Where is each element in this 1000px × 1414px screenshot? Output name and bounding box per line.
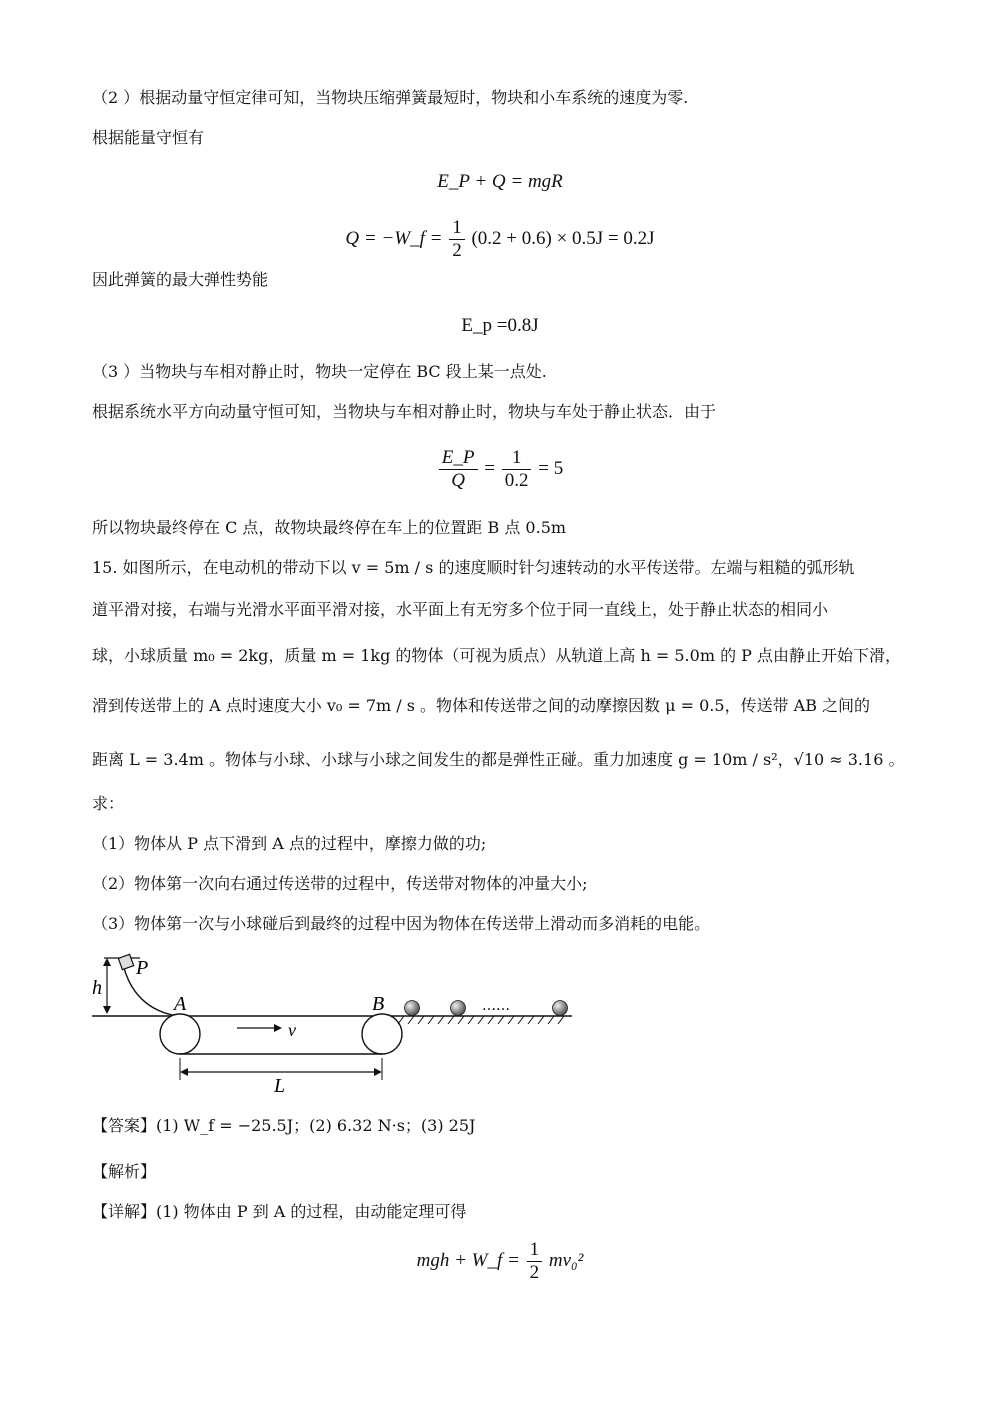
part3-intro: （3 ）当物块与车相对静止时，物块一定停在 BC 段上某一点处. bbox=[92, 362, 547, 381]
equation-energy-conservation: E_P + Q = mgR bbox=[437, 171, 563, 192]
label-a: A bbox=[174, 993, 187, 1015]
figure-svg bbox=[92, 948, 592, 1093]
eq2-fraction bbox=[449, 218, 465, 261]
ellipsis-dots: …… bbox=[482, 998, 510, 1014]
question-1: （1）物体从 P 点下滑到 A 点的过程中，摩擦力做的功; bbox=[92, 834, 487, 853]
eq2-frac-num: 1 bbox=[449, 218, 465, 240]
answer-eq-num: 1 bbox=[527, 1240, 543, 1262]
ratio-result: = 5 bbox=[538, 457, 564, 479]
conveyor-belt-figure bbox=[92, 948, 592, 1093]
curved-track bbox=[122, 960, 177, 1016]
eq2-frac-den: 2 bbox=[452, 240, 462, 261]
part2-conclusion: 因此弹簧的最大弹性势能 bbox=[92, 270, 269, 289]
ratio-mid-den: 0.2 bbox=[504, 470, 529, 491]
label-h: h bbox=[92, 977, 102, 999]
answer-eq-rhs: mv₀² bbox=[548, 1249, 584, 1271]
question-3: （3）物体第一次与小球碰后到最终的过程中因为物体在传送带上滑动而多消耗的电能。 bbox=[92, 914, 711, 933]
label-v: v bbox=[288, 1020, 296, 1040]
analysis-heading: 【解析】 bbox=[92, 1162, 157, 1181]
dim-arrow-right bbox=[374, 1068, 382, 1076]
velocity-arrow-head bbox=[274, 1024, 282, 1032]
pulley-a bbox=[160, 1014, 200, 1054]
answer-eq-lhs: mgh + W_f = bbox=[416, 1249, 520, 1271]
equation-work-energy bbox=[0, 1240, 1000, 1283]
label-p: P bbox=[136, 957, 149, 979]
dim-arrow-left bbox=[180, 1068, 188, 1076]
equation-ratio bbox=[0, 448, 1000, 491]
block-p bbox=[118, 954, 133, 969]
equation-heat bbox=[0, 218, 1000, 261]
equals-sign: = bbox=[484, 457, 495, 479]
problem15-line3: 球，小球质量 m₀ = 2kg，质量 m = 1kg 的物体（可视为质点）从轨道上高 h = 5.0m 的 P 点由静止开始下滑， bbox=[92, 646, 902, 665]
ball-n bbox=[553, 1001, 568, 1016]
label-b: B bbox=[372, 993, 385, 1015]
answer-line: 【答案】(1) W_f = −25.5J；(2) 6.32 N·s；(3) 25J bbox=[92, 1116, 476, 1135]
problem15-line1: 15. 如图所示，在电动机的带动下以 v = 5m / s 的速度顺时针匀速转动的水平传送带。左端与粗糙的弧形轨 bbox=[92, 558, 855, 577]
h-arrow-down bbox=[103, 1006, 111, 1014]
eq2-lhs: Q = −W_f = bbox=[345, 227, 443, 249]
label-l: L bbox=[274, 1075, 286, 1093]
answer-eq-fraction bbox=[527, 1240, 543, 1283]
detail-line: 【详解】(1) 物体由 P 到 A 的过程，由动能定理可得 bbox=[92, 1202, 467, 1221]
ratio-num: E_P bbox=[439, 448, 478, 470]
problem15-line5: 距离 L = 3.4m 。物体与小球、小球与小球之间发生的都是弹性正碰。重力加速度 g = 10m / s²，√10 ≈ 3.16 。 bbox=[92, 750, 905, 769]
question-2: （2）物体第一次向右通过传送带的过程中，传送带对物体的冲量大小; bbox=[92, 874, 588, 893]
ball-2 bbox=[451, 1001, 466, 1016]
part2-intro: （2 ）根据动量守恒定律可知，当物块压缩弹簧最短时，物块和小车系统的速度为零. bbox=[92, 88, 689, 107]
problem15-line6: 求： bbox=[92, 794, 125, 813]
equation-max-elastic-energy: E_p =0.8J bbox=[461, 315, 539, 336]
ratio-fraction bbox=[439, 448, 478, 491]
energy-intro: 根据能量守恒有 bbox=[92, 128, 205, 147]
problem15-line4: 滑到传送带上的 A 点时速度大小 v₀ = 7m / s 。物体和传送带之间的动摩擦因数 μ = 0.5，传送带 AB 之间的 bbox=[92, 696, 871, 715]
h-arrow-up bbox=[103, 958, 111, 966]
problem15-line2: 道平滑对接，右端与光滑水平面平滑对接，水平面上有无穷多个位于同一直线上，处于静止状态的相同小 bbox=[92, 600, 829, 619]
ratio-den: Q bbox=[451, 470, 466, 491]
ground-hatching bbox=[398, 1016, 564, 1024]
part3-conclusion: 所以物块最终停在 C 点，故物块最终停在车上的位置距 B 点 0.5m bbox=[92, 518, 567, 537]
answer-eq-den: 2 bbox=[529, 1262, 540, 1283]
part3-reason: 根据系统水平方向动量守恒可知，当物块与车相对静止时，物块与车处于静止状态．由于 bbox=[92, 402, 717, 421]
ratio-mid-num: 1 bbox=[502, 448, 532, 470]
ball-1 bbox=[405, 1001, 420, 1016]
pulley-b bbox=[362, 1014, 402, 1054]
eq2-rhs: (0.2 + 0.6) × 0.5J = 0.2J bbox=[471, 227, 655, 249]
ratio-mid-fraction bbox=[502, 448, 532, 491]
